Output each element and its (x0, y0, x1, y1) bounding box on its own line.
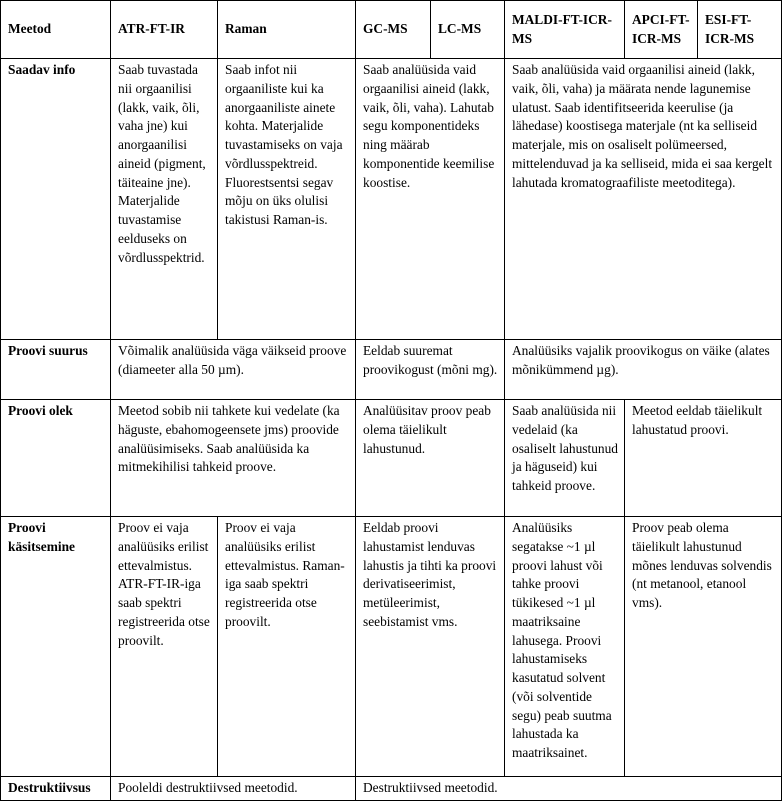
row-label-saadav-info: Saadav info (1, 59, 111, 340)
row-saadav-info (1, 59, 782, 340)
row-label-proovi-suurus: Proovi suurus (1, 340, 111, 400)
cell-proovi-suurus-gc-lc: Eeldab suuremat proovikogust (mõni mg). (356, 340, 505, 400)
header-esi-ft-icr-ms: ESI-FT-ICR-MS (698, 1, 782, 59)
header-apci-ft-icr-ms: APCI-FT-ICR-MS (625, 1, 698, 59)
row-label-proovi-olek: Proovi olek (1, 400, 111, 517)
cell-proovi-olek-gc-lc: Analüüsitav proov peab olema täielikult lahustunud. (356, 400, 505, 517)
cell-proovi-olek-apci-esi: Meetod eeldab täielikult lahustatud proovi. (625, 400, 782, 517)
row-proovi-kasitsemine (1, 517, 782, 777)
cell-proovi-kasitsemine-gc-lc: Eeldab proovi lahustamist lenduvas lahustis ja tihti ka proovi derivatiseerimist, metüleerimist, seebistamist vms. (356, 517, 505, 777)
cell-destruktiivsus-ms: Destruktiivsed meetodid. (356, 777, 782, 801)
cell-saadav-info-ft-icr: Saab analüüsida vaid orgaanilisi aineid (lakk, vaik, õli, vaha) ja määrata nende lagunemise ulatust. Saab identifitseerida keerulise (ja lähedase) koostisega materjale (nt ka selliseid materjale, mis on osaliselt polümeersed, mittelenduvad ja ka selliseid, mida ei saa kergelt lahutada kromatograafiliste meetoditega). (505, 59, 782, 340)
cell-proovi-suurus-spectro: Võimalik analüüsida väga väikseid proove (diameeter alla 50 µm). (111, 340, 356, 400)
cell-saadav-info-atr: Saab tuvastada nii orgaanilisi (lakk, vaik, õli, vaha jne) kui anorgaanilisi aineid (pigment, täiteaine jne). Materjalide tuvastamise eelduseks on võrdlusspektrid. (111, 59, 218, 340)
cell-destruktiivsus-spectro: Pooleldi destruktiivsed meetodid. (111, 777, 356, 801)
cell-proovi-suurus-ft-icr: Analüüsiks vajalik proovikogus on väike (alates mõnikümmend µg). (505, 340, 782, 400)
row-proovi-olek (1, 400, 782, 517)
header-gc-ms: GC-MS (356, 1, 431, 59)
cell-proovi-kasitsemine-raman: Proov ei vaja analüüsiks erilist ettevalmistus. Raman-iga saab spektri registreerida otse proovilt. (218, 517, 356, 777)
row-proovi-suurus (1, 340, 782, 400)
cell-saadav-info-raman: Saab infot nii orgaaniliste kui ka anorgaaniliste ainete kohta. Materjalide tuvastamiseks on vaja võrdlusspektreid. Fluorestsentsi segav mõju on üks olulisi takistusi Raman-is. (218, 59, 356, 340)
header-lc-ms: LC-MS (431, 1, 505, 59)
cell-proovi-kasitsemine-atr: Proov ei vaja analüüsiks erilist ettevalmistus. ATR-FT-IR-iga saab spektri registreerida otse proovilt. (111, 517, 218, 777)
row-destruktiivsus (1, 777, 782, 801)
header-row (1, 1, 782, 59)
row-label-destruktiivsus: Destruktiivsus (1, 777, 111, 801)
header-atr-ft-ir: ATR-FT-IR (111, 1, 218, 59)
header-maldi-ft-icr-ms: MALDI-FT-ICR-MS (505, 1, 625, 59)
header-meetod: Meetod (1, 1, 111, 59)
cell-saadav-info-gc-lc: Saab analüüsida vaid orgaanilisi aineid (lakk, vaik, õli, vaha). Lahutab segu komponentideks ning määrab komponentide keemilise koostise. (356, 59, 505, 340)
cell-proovi-kasitsemine-apci-esi: Proov peab olema täielikult lahustunud mõnes lenduvas solvendis (nt metanool, etanool vms). (625, 517, 782, 777)
cell-proovi-kasitsemine-maldi: Analüüsiks segatakse ~1 µl proovi lahust või tahke proovi tükikesed ~1 µl maatriksaine lahusega. Proovi lahustamiseks kasutatud solvent (või solventide segu) peab suutma lahustada ka maatriksainet. (505, 517, 625, 777)
header-raman: Raman (218, 1, 356, 59)
cell-proovi-olek-maldi: Saab analüüsida nii vedelaid (ka osaliselt lahustunud ja häguseid) kui tahkeid proove. (505, 400, 625, 517)
row-label-proovi-kasitsemine: Proovi käsitsemine (1, 517, 111, 777)
cell-proovi-olek-spectro: Meetod sobib nii tahkete kui vedelate (ka häguste, ebahomogeensete jms) proovide analüüsimiseks. Saab analüüsida ka mitmekihilisi tahkeid proove. (111, 400, 356, 517)
